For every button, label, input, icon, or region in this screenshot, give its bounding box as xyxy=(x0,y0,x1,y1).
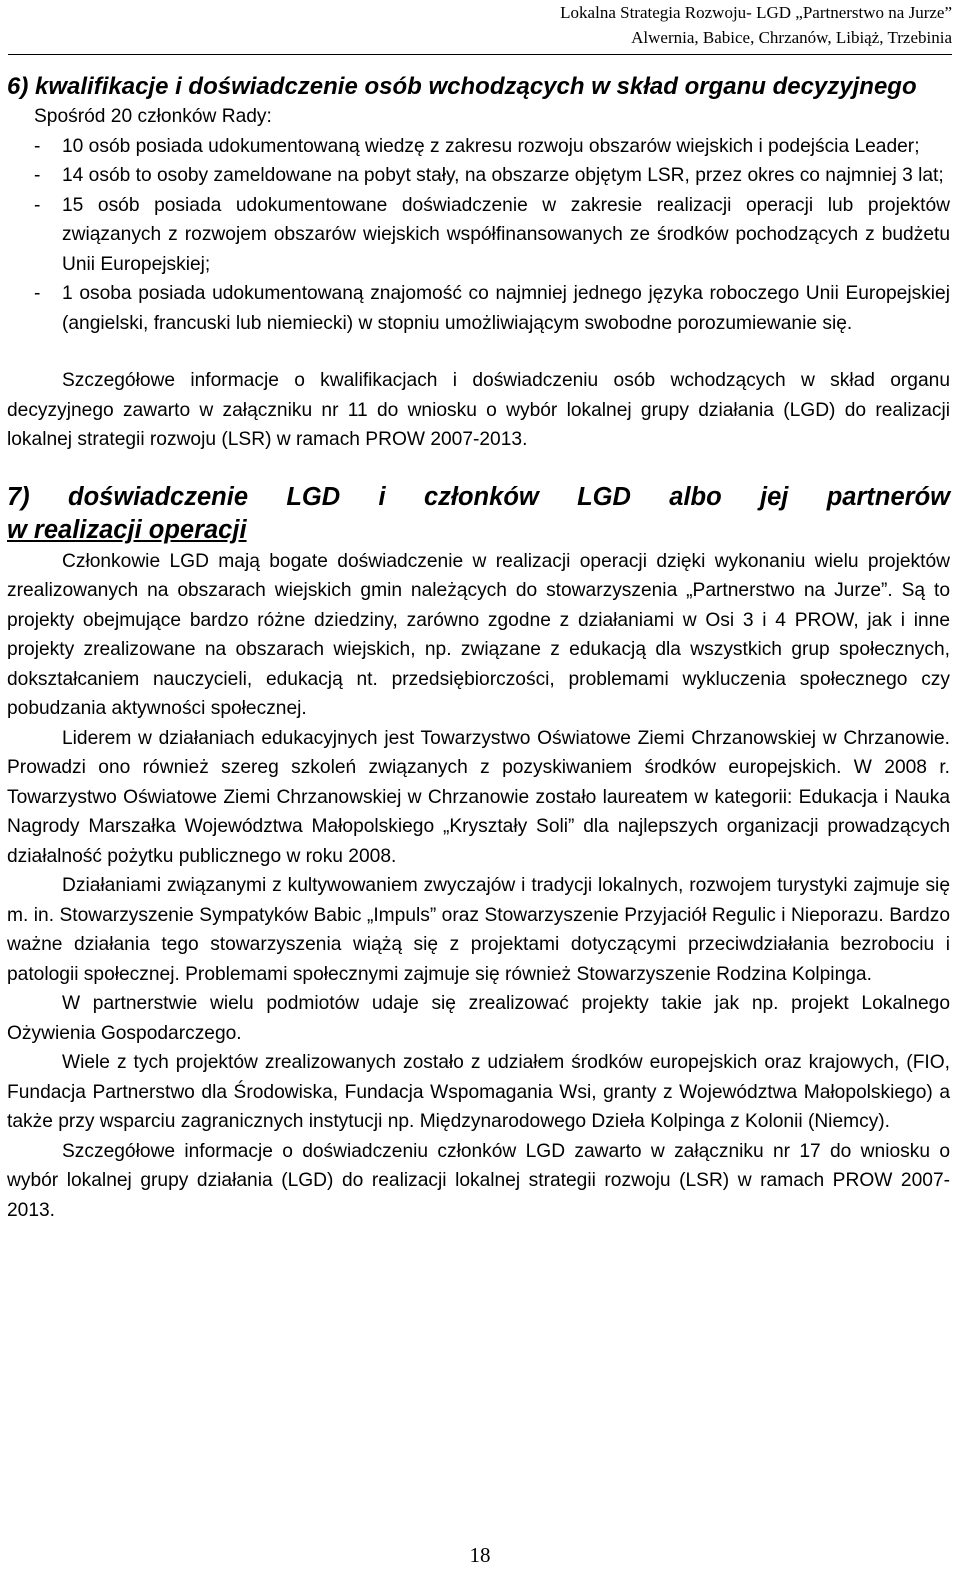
list-item-text: 1 osoba posiada udokumentowaną znajomość co najmniej jednego języka roboczego Unii Europejskiej (angielski, francuski lub niemiecki) w stopniu umożliwiającym swobodne porozumiewanie się. xyxy=(62,283,950,334)
list-item-text: 10 osób posiada udokumentowaną wiedzę z zakresu rozwoju obszarów wiejskich i podejścia Leader; xyxy=(62,135,920,157)
section-7-heading-continued: w realizacji operacji xyxy=(7,515,247,544)
list-dash: - xyxy=(34,194,41,216)
section-7-paragraph: Liderem w działaniach edukacyjnych jest Towarzystwo Oświatowe Ziemi Chrzanowskiej w Chrzanowie. Prowadzi ono również szereg szkoleń związanych z pozyskiwaniem środków europejskich. W 2008 r. Towarzystwo Oświatowe Ziemi Chrzanowskiej w Chrzanowie zostało laureatem w kategorii: Edukacja i Nauka Nagrody Marszałka Województwa Małopolskiego „Kryształy Soli” dla najlepszych organizacji prowadzących działalność pożytku publicznego w roku 2008. xyxy=(7,727,950,867)
section-7-paragraph: W partnerstwie wielu podmiotów udaje się zrealizować projekty takie jak np. projekt Lokalnego Ożywienia Gospodarczego. xyxy=(7,993,950,1044)
list-dash: - xyxy=(34,283,41,304)
section-7-heading: 7) doświadczenie LGD i członków LGD albo jej partnerów xyxy=(7,482,950,511)
header-strategy-title: Lokalna Strategia Rozwoju- LGD „Partnerstwo na Jurze” xyxy=(560,3,952,22)
list-item-text: 14 osób to osoby zameldowane na pobyt stały, na obszarze objętym LSR, przez okres co najmniej 3 lat; xyxy=(62,165,944,186)
section-6-heading: 6) kwalifikacje i doświadczenie osób wchodzących w skład organu decyzyjnego xyxy=(7,73,917,100)
document-body xyxy=(7,72,950,1225)
section-6-list xyxy=(7,132,950,339)
section-7-paragraph: Członkowie LGD mają bogate doświadczenie w realizacji operacji dzięki wykonaniu wielu projektów zrealizowanych na obszarach wiejskich gmin należących do stowarzyszenia „Partnerstwo na Jurze”. Są to projekty obejmujące bardzo różne dziedziny, zarówno zgodne z działaniami w Osi 3 i 4 PROW, jak i inne projekty zrealizowane na obszarach wiejskich, np. związane z edukacją dla wszystkich grup społecznych, dokształcaniem nauczycieli, edukacją nt. przedsiębiorczości, problemami wykluczenia społecznego czy pobudzania aktywności społecznej. xyxy=(7,550,950,719)
list-item xyxy=(7,279,950,338)
page-number: 18 xyxy=(469,1543,491,1567)
section-7-paragraph: Szczegółowe informacje o doświadczeniu członków LGD zawarto w załączniku nr 17 do wniosku o wybór lokalnej grupy działania (LGD) do realizacji lokalnej strategii rozwoju (LSR) w ramach PROW 2007-2013. xyxy=(7,1140,950,1221)
list-dash: - xyxy=(34,165,41,186)
header-divider xyxy=(8,54,952,55)
list-item-text: 15 osób posiada udokumentowane doświadczenie w zakresie realizacji operacji lub projektów związanych z rozwojem obszarów wiejskich współfinansowanych ze środków pochodzących z budżetu Unii Europejskiej; xyxy=(62,194,950,275)
list-dash: - xyxy=(34,135,41,157)
section-7-paragraph: Działaniami związanymi z kultywowaniem zwyczajów i tradycji lokalnych, rozwojem turystyki zajmuje się m. in. Stowarzyszenie Sympatyków Babic „Impuls” oraz Stowarzyszenie Przyjaciół Regulic i Nieporazu. Bardzo ważne działania tego stowarzyszenia wiążą się z projektami dotyczącymi przeciwdziałania bezrobociu i patologii społecznej. Problemami społecznymi zajmuje się również Stowarzyszenie Rodzina Kolpinga. xyxy=(7,875,950,985)
list-item xyxy=(7,132,950,162)
header-municipalities: Alwernia, Babice, Chrzanów, Libiąż, Trzebinia xyxy=(631,28,952,47)
list-item xyxy=(7,191,950,280)
document-header xyxy=(560,0,952,50)
section-6-details: Szczegółowe informacje o kwalifikacjach i doświadczeniu osób wchodzących w skład organu decyzyjnego zawarto w załączniku nr 11 do wniosku o wybór lokalnej grupy działania (LGD) do realizacji lokalnej strategii rozwoju (LSR) w ramach PROW 2007-2013. xyxy=(7,370,950,450)
section-7-paragraph: Wiele z tych projektów zrealizowanych zostało z udziałem środków europejskich oraz krajowych, (FIO, Fundacja Partnerstwo dla Środowiska, Fundacja Wspomagania Wsi, granty z Województwa Małopolskiego) a także przy wsparciu zagranicznych instytucji np. Międzynarodowego Dzieła Kolpinga z Kolonii (Niemcy). xyxy=(7,1052,950,1132)
section-6-intro: Spośród 20 członków Rady: xyxy=(34,106,272,127)
list-item xyxy=(7,161,950,191)
